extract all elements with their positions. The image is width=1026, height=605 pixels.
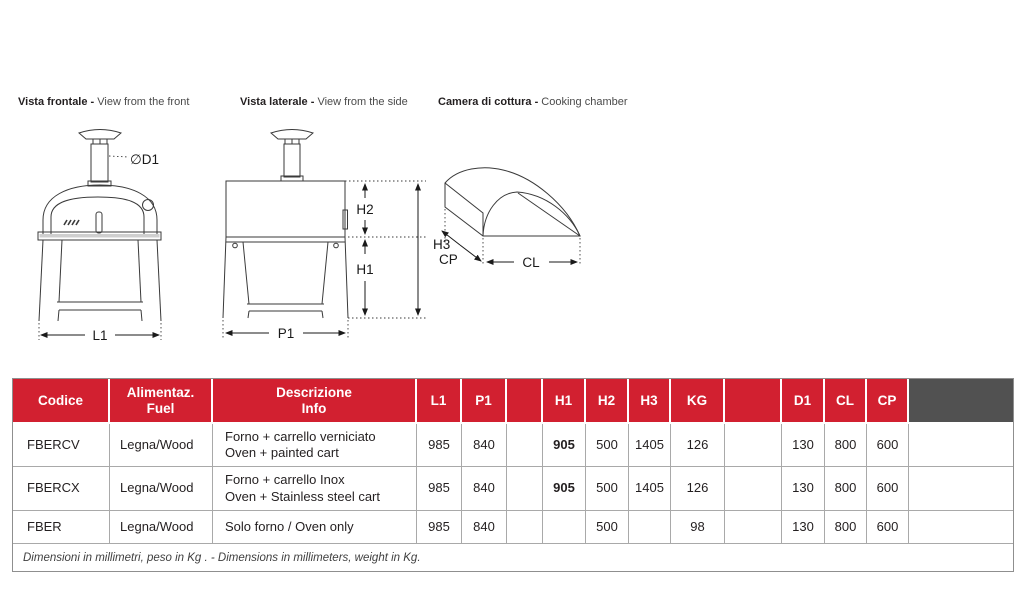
chimney-pipe — [91, 144, 108, 182]
header-cp: CP — [867, 379, 909, 424]
desc-line2: Oven + Stainless steel cart — [225, 488, 380, 504]
chamber-left-edge — [445, 183, 483, 236]
cell-cl: 800 — [825, 467, 867, 511]
cell-spacer — [909, 511, 1013, 544]
h2-dimension-label: H2 — [356, 202, 374, 217]
header-kg: KG — [671, 379, 725, 424]
desc-line1: Forno + carrello Inox — [225, 472, 345, 488]
cell-h1: 905 — [543, 467, 586, 511]
header-h2: H2 — [586, 379, 629, 424]
cart-side — [223, 237, 348, 318]
cell-spacer — [725, 467, 782, 511]
cell-fuel: Legna/Wood — [110, 424, 213, 467]
header-spacer-dark — [909, 379, 1013, 424]
front-view-title-it: Vista frontale - — [18, 96, 95, 108]
cell-cl: 800 — [825, 424, 867, 467]
header-fuel-line2: Fuel — [146, 400, 175, 416]
chimney-cap — [271, 130, 313, 140]
cell-code: FBERCX — [13, 467, 110, 511]
l1-dimension-label: L1 — [92, 328, 108, 343]
oven-front-diagram — [30, 124, 180, 352]
thermometer-icon — [143, 200, 154, 211]
cell-spacer — [725, 424, 782, 467]
cell-spacer — [909, 424, 1013, 467]
front-view-title-en: View from the front — [94, 96, 190, 108]
cell-h3 — [629, 511, 671, 544]
front-view-title — [18, 96, 189, 108]
side-view-drawing — [213, 124, 431, 357]
cell-cp: 600 — [867, 467, 909, 511]
h1-dimension-label: H1 — [356, 262, 374, 277]
desc-line2: Oven + painted cart — [225, 445, 339, 460]
oven-dome — [43, 185, 157, 234]
cell-spacer — [507, 511, 543, 544]
d1-dimension-label: ∅D1 — [130, 152, 160, 167]
cp-dimension-label: CP — [439, 252, 458, 267]
desc-line1: Solo forno / Oven only — [225, 518, 354, 534]
h3-dimension-label: H3 — [433, 237, 451, 252]
spec-table — [12, 378, 1014, 572]
cell-kg: 126 — [671, 424, 725, 467]
cell-description — [213, 467, 417, 511]
cooking-chamber-diagram — [428, 164, 593, 282]
cell-d1: 130 — [782, 511, 825, 544]
front-view-drawing — [30, 124, 180, 357]
cell-cp: 600 — [867, 511, 909, 544]
dimensions-note: Dimensioni in millimetri, peso in Kg . - Dimensions in millimeters, weight in Kg. — [13, 544, 1013, 571]
cell-fuel: Legna/Wood — [110, 511, 213, 544]
header-d1: D1 — [782, 379, 825, 424]
cell-h2: 500 — [586, 424, 629, 467]
header-l1: L1 — [417, 379, 462, 424]
cell-h3: 1405 — [629, 467, 671, 511]
cell-description — [213, 511, 417, 544]
chamber-vault — [445, 168, 580, 236]
chamber-arch-face — [483, 192, 580, 236]
header-desc-line2: Info — [301, 400, 327, 416]
vent-slots — [64, 220, 79, 225]
cell-cl: 800 — [825, 511, 867, 544]
cell-l1: 985 — [417, 511, 462, 544]
cell-spacer — [507, 424, 543, 467]
header-p1: P1 — [462, 379, 507, 424]
side-view-title-en: View from the side — [314, 96, 408, 108]
cart-legs — [39, 240, 161, 321]
cell-d1: 130 — [782, 424, 825, 467]
header-cl: CL — [825, 379, 867, 424]
side-view-title — [240, 96, 408, 108]
oven-body-side — [226, 181, 345, 237]
header-desc-line1: Descrizione — [276, 384, 352, 400]
cell-h2: 500 — [586, 467, 629, 511]
chimney-pipe — [284, 144, 300, 177]
cell-fuel: Legna/Wood — [110, 467, 213, 511]
header-fuel-line1: Alimentaz. — [126, 384, 195, 400]
cell-h1 — [543, 511, 586, 544]
cell-l1: 985 — [417, 467, 462, 511]
cell-kg: 126 — [671, 467, 725, 511]
cell-description — [213, 424, 417, 467]
side-view-title-it: Vista laterale - — [240, 96, 315, 108]
cl-dimension-label: CL — [522, 255, 540, 270]
header-codice — [13, 379, 110, 424]
oven-door-arch — [51, 197, 144, 234]
header-desc — [213, 379, 417, 424]
cell-d1: 130 — [782, 467, 825, 511]
cell-spacer — [725, 511, 782, 544]
cell-p1: 840 — [462, 467, 507, 511]
door-handle — [96, 212, 102, 233]
cell-cp: 600 — [867, 424, 909, 467]
chamber-title — [438, 96, 628, 108]
header-fuel — [110, 379, 213, 424]
header-codice-label: Codice — [37, 392, 83, 408]
header-h3: H3 — [629, 379, 671, 424]
cell-h3: 1405 — [629, 424, 671, 467]
chimney-cap — [79, 130, 121, 140]
header-spacer-2 — [725, 379, 782, 424]
cell-h1: 905 — [543, 424, 586, 467]
cell-code: FBER — [13, 511, 110, 544]
cooking-chamber-drawing — [428, 164, 593, 287]
cell-spacer — [507, 467, 543, 511]
cell-l1: 985 — [417, 424, 462, 467]
desc-line1: Forno + carrello verniciato — [225, 428, 376, 444]
cell-kg: 98 — [671, 511, 725, 544]
chamber-title-it: Camera di cottura - — [438, 96, 539, 108]
header-spacer-1 — [507, 379, 543, 424]
p1-dimension-label: P1 — [277, 326, 295, 341]
chamber-face-edge — [518, 193, 580, 236]
cell-code: FBERCV — [13, 424, 110, 467]
cell-p1: 840 — [462, 424, 507, 467]
cell-spacer — [909, 467, 1013, 511]
cell-p1: 840 — [462, 511, 507, 544]
header-h1: H1 — [543, 379, 586, 424]
oven-side-diagram — [213, 124, 431, 352]
chamber-title-en: Cooking chamber — [538, 96, 628, 108]
cell-h2: 500 — [586, 511, 629, 544]
